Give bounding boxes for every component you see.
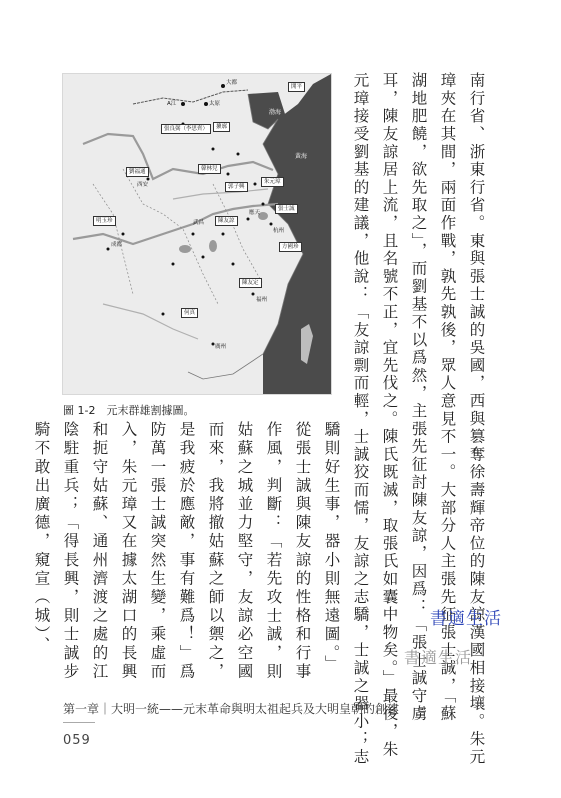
- map-label-zhangyu: 張良弼（李思齊）: [161, 124, 211, 134]
- poyang-lake: [209, 240, 217, 252]
- map-label-fangg: 方國珍: [279, 242, 302, 252]
- text-column: 從張士誠與陳友諒的性格和行事: [293, 421, 312, 682]
- city-dot: [172, 263, 175, 266]
- map-label-hanbao: 韓林兒: [198, 164, 221, 174]
- city-dot: [221, 84, 225, 88]
- map-label-sea2: 渤海: [269, 109, 282, 116]
- map-label-dading: 太原: [209, 101, 221, 107]
- page-number: 059: [63, 733, 91, 748]
- map-label-nanjing: 應天: [249, 210, 261, 216]
- watermark-primary: 書適生活: [430, 609, 502, 629]
- map-label-zhangsc: 張士誠: [275, 204, 298, 214]
- map-label-dadu: 大都: [226, 80, 238, 86]
- watermark-secondary: 書適生活: [404, 648, 473, 667]
- map-label-ajiang: A江: [167, 101, 177, 107]
- yellow-river: [83, 134, 273, 179]
- map-label-hangzhou: 杭州: [273, 228, 285, 234]
- city-dot: [262, 203, 265, 206]
- text-column: 姑蘇之城並力堅守，友諒必空國: [235, 421, 254, 682]
- city-dot: [222, 233, 225, 236]
- map-label-liut: 劉福通: [126, 167, 149, 177]
- map-label-xian: 西安: [137, 182, 149, 188]
- city-dot: [204, 102, 208, 106]
- map-label-kwo: 郭子興: [225, 182, 248, 192]
- text-column: 入，朱元璋又在據太湖口的長興: [119, 421, 138, 682]
- running-footer: 第一章｜大明一統——元末革命與明太祖起兵及大明皇朝的創建: [63, 702, 400, 716]
- map-label-chendy: 陳友定: [239, 278, 262, 288]
- city-dot: [270, 223, 273, 226]
- map-label-chengdu: 成都: [111, 242, 123, 248]
- map-label-sea: 黃海: [295, 153, 308, 160]
- text-column: 騎不敢出廣德，窺宣（城）、: [32, 421, 51, 656]
- text-column: 驕則好生事，器小則無遠圖。」: [322, 421, 341, 674]
- map-label-zhuyuan: 朱元璋: [261, 177, 284, 187]
- text-column: 陰駐重兵；「得長興，則士誠步: [61, 421, 80, 682]
- city-dot: [162, 313, 165, 316]
- huai-river: [173, 189, 268, 199]
- footer-divider: [63, 722, 95, 723]
- map-label-wuchang: 武昌: [193, 220, 205, 226]
- city-dot: [237, 153, 240, 156]
- text-column: 防萬一張士誠突然生變，乘虛而: [148, 421, 167, 682]
- map-label-chenyl: 陳友諒: [215, 216, 238, 226]
- region-boundary: [213, 184, 263, 284]
- text-column: 是我疲於應敵，事有難爲！」爲: [177, 421, 196, 682]
- text-column: 作風，判斷：「若先攻士誠，則: [264, 421, 283, 682]
- map-label-xiangui: 擴廓: [213, 122, 230, 132]
- figure-caption: 圖 1-2 元末群雄割據圖。: [63, 404, 195, 417]
- city-dot: [232, 263, 235, 266]
- text-column: 而來，我將撤姑蘇之師以禦之，: [206, 421, 225, 682]
- map-label-mingy: 明玉珍: [93, 216, 116, 226]
- city-dot: [192, 233, 195, 236]
- map-label-guangzhou: 廣州: [215, 344, 227, 350]
- text-column: 耳，陳友諒居上流，且名號不正，宜先伐之。陳氏既滅，取張氏如囊中物矣。」最後，朱: [380, 72, 399, 759]
- map-drawing: [63, 74, 331, 394]
- city-dot: [247, 218, 250, 221]
- city-dot: [147, 178, 150, 181]
- historical-map: [62, 73, 332, 395]
- text-column: 和扼守姑蘇、通州濟渡之處的江: [90, 421, 109, 682]
- text-column: 璋夾在其間，兩面作戰，孰先孰後，眾人意見不一。大部分人主張先征張士誠，「蘇: [438, 72, 457, 723]
- region-boundary: [123, 169, 218, 304]
- city-dot: [254, 183, 257, 186]
- city-dot: [227, 173, 230, 176]
- city-dot: [107, 248, 110, 251]
- text-column: 湖地肥饒，欲先取之」，而劉基不以爲然，主張先征討陳友諒，因爲：「張士誠守虜: [409, 72, 428, 723]
- city-dot: [212, 148, 215, 151]
- great-wall: [133, 90, 248, 104]
- dongting-lake: [179, 245, 191, 253]
- city-dot: [252, 293, 255, 296]
- city-dot: [202, 256, 205, 259]
- map-label-kaiping: 開平: [288, 82, 305, 92]
- text-column: 南行省、浙東行省。東與張士誠的吳國，西與篡奪徐壽輝帝位的陳友諒漢國相接壤。朱元: [467, 72, 486, 767]
- city-dot: [122, 233, 125, 236]
- text-column: 元璋接受劉基的建議，他說：「友諒剽而輕，士誠狡而懦，友諒之志驕，士誠之器小；志: [351, 72, 370, 767]
- region-boundary: [93, 184, 133, 294]
- city-dot: [181, 102, 185, 106]
- map-label-hezhen: 何真: [181, 308, 198, 318]
- map-label-fuzhou: 福州: [256, 297, 268, 303]
